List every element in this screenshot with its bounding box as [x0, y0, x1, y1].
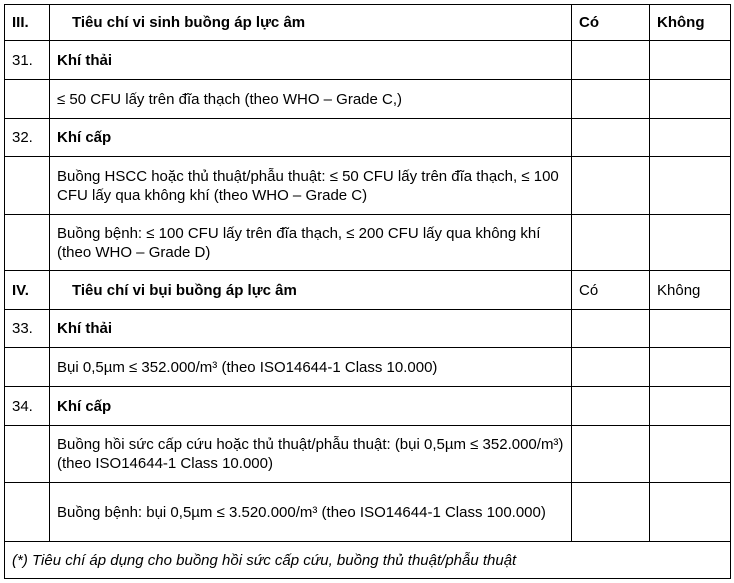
yes-cell[interactable] — [572, 215, 650, 271]
criterion-text: Buồng HSCC hoặc thủ thuật/phẫu thuật: ≤ 50 CFU lấy trên đĩa thạch, ≤ 100 CFU lấy qua không khí (theo WHO – Grade C) — [50, 157, 572, 215]
column-header-yes: Có — [572, 5, 650, 41]
column-header-no: Không — [650, 271, 731, 310]
empty-number-cell — [5, 483, 50, 542]
no-cell[interactable] — [650, 215, 731, 271]
yes-cell[interactable] — [572, 310, 650, 348]
table-row — [5, 483, 731, 542]
item-number: 33. — [5, 310, 50, 348]
yes-cell[interactable] — [572, 387, 650, 426]
table-row — [5, 215, 731, 271]
criterion-text: Buồng bệnh: bụi 0,5µm ≤ 3.520.000/m³ (theo ISO14644-1 Class 100.000) — [50, 483, 572, 542]
criterion-text: Bụi 0,5µm ≤ 352.000/m³ (theo ISO14644-1 Class 10.000) — [50, 348, 572, 387]
no-cell[interactable] — [650, 41, 731, 80]
section-title: Tiêu chí vi sinh buồng áp lực âm — [50, 5, 572, 41]
item-label: Khí cấp — [50, 119, 572, 157]
footnote: (*) Tiêu chí áp dụng cho buồng hồi sức cấp cứu, buồng thủ thuật/phẫu thuật — [5, 542, 731, 579]
yes-cell[interactable] — [572, 157, 650, 215]
column-header-yes: Có — [572, 271, 650, 310]
empty-number-cell — [5, 348, 50, 387]
table-row — [5, 387, 731, 426]
criterion-text: Buồng hồi sức cấp cứu hoặc thủ thuật/phẫu thuật: (bụi 0,5µm ≤ 352.000/m³) (theo ISO14644-1 Class 10.000) — [50, 426, 572, 483]
item-label: Khí thải — [50, 41, 572, 80]
criteria-table — [4, 4, 731, 579]
empty-number-cell — [5, 157, 50, 215]
table-row — [5, 157, 731, 215]
empty-number-cell — [5, 215, 50, 271]
section-title: Tiêu chí vi bụi buồng áp lực âm — [50, 271, 572, 310]
no-cell[interactable] — [650, 80, 731, 119]
yes-cell[interactable] — [572, 41, 650, 80]
section-header-row — [5, 5, 731, 41]
item-number: 34. — [5, 387, 50, 426]
table-row — [5, 348, 731, 387]
criterion-text: ≤ 50 CFU lấy trên đĩa thạch (theo WHO – Grade C,) — [50, 80, 572, 119]
section-number: III. — [5, 5, 50, 41]
table-row — [5, 41, 731, 80]
item-number: 31. — [5, 41, 50, 80]
section-number: IV. — [5, 271, 50, 310]
no-cell[interactable] — [650, 426, 731, 483]
no-cell[interactable] — [650, 483, 731, 542]
criterion-text: Buồng bệnh: ≤ 100 CFU lấy trên đĩa thạch, ≤ 200 CFU lấy qua không khí (theo WHO – Grade D) — [50, 215, 572, 271]
empty-number-cell — [5, 80, 50, 119]
yes-cell[interactable] — [572, 119, 650, 157]
no-cell[interactable] — [650, 387, 731, 426]
table-row — [5, 119, 731, 157]
footnote-row — [5, 542, 731, 579]
empty-number-cell — [5, 426, 50, 483]
yes-cell[interactable] — [572, 348, 650, 387]
section-header-row — [5, 271, 731, 310]
item-label: Khí cấp — [50, 387, 572, 426]
table-row — [5, 310, 731, 348]
yes-cell[interactable] — [572, 483, 650, 542]
no-cell[interactable] — [650, 348, 731, 387]
table-row — [5, 426, 731, 483]
yes-cell[interactable] — [572, 80, 650, 119]
no-cell[interactable] — [650, 310, 731, 348]
table-row — [5, 80, 731, 119]
column-header-no: Không — [650, 5, 731, 41]
no-cell[interactable] — [650, 119, 731, 157]
no-cell[interactable] — [650, 157, 731, 215]
yes-cell[interactable] — [572, 426, 650, 483]
item-number: 32. — [5, 119, 50, 157]
item-label: Khí thải — [50, 310, 572, 348]
